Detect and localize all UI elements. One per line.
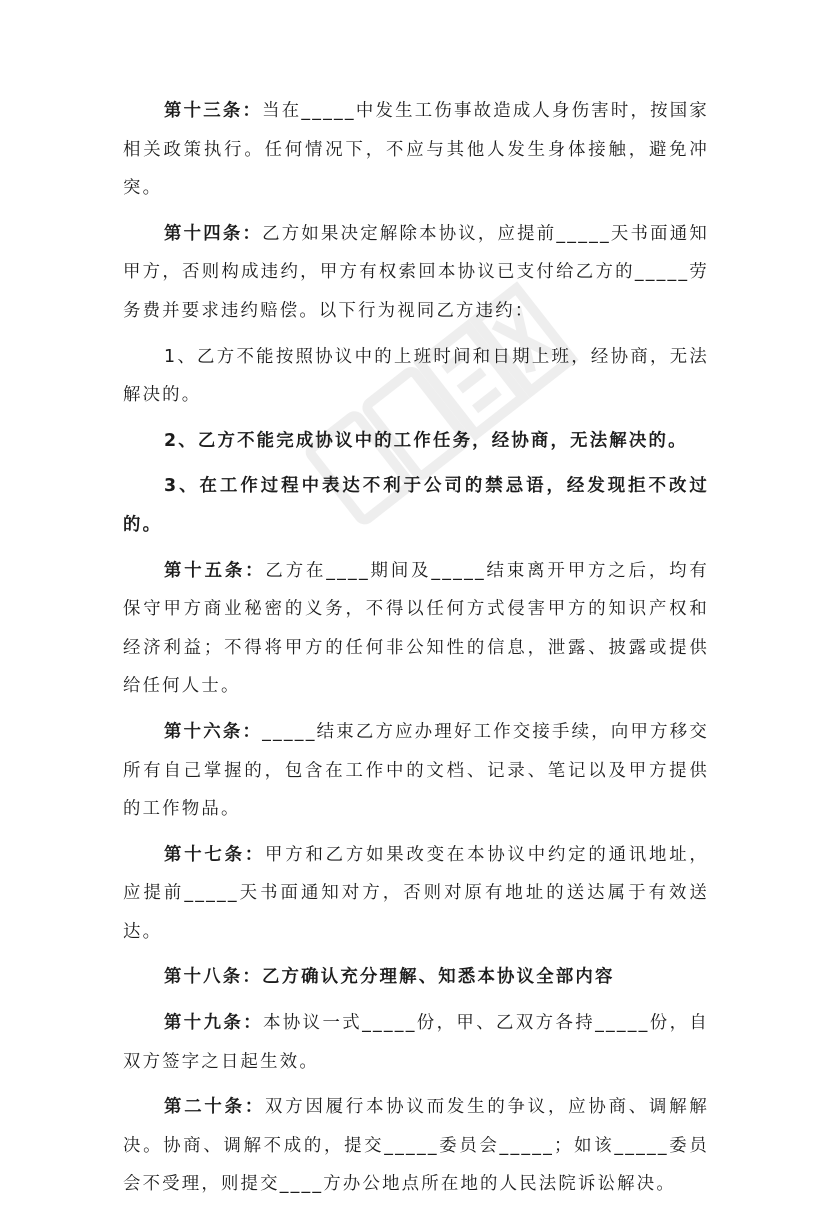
clause-label: 第十五条： bbox=[164, 560, 266, 581]
clause-text: 乙方如果决定解除本协议，应提前_____天书面通知甲方，否则构成违约，甲方有权索回本协议已支付给乙方的_____劳务费并要求违约赔偿。以下行为视同乙方违约： bbox=[123, 223, 709, 321]
clause-13 bbox=[123, 92, 709, 208]
clause-16 bbox=[123, 713, 709, 829]
clause-18 bbox=[123, 958, 709, 997]
clause-15 bbox=[123, 552, 709, 706]
clause-20 bbox=[123, 1088, 709, 1204]
clause-text: 甲方和乙方如果改变在本协议中约定的通讯地址，应提前_____天书面通知对方，否则对原有地址的送达属于有效送达。 bbox=[123, 844, 709, 942]
clause-text: 1、乙方不能按照协议中的上班时间和日期上班，经协商，无法解决的。 bbox=[123, 346, 709, 406]
clause-label: 第十三条： bbox=[164, 101, 263, 121]
clause-text: 2、乙方不能完成协议中的工作任务，经协商，无法解决的。 bbox=[164, 430, 688, 451]
clause-text: 当在_____中发生工伤事故造成人身伤害时，按国家相关政策执行。任何情况下，不应与其他人发生身体接触，避免冲突。 bbox=[123, 101, 709, 199]
violation-item-2 bbox=[123, 422, 709, 461]
violation-item-1 bbox=[123, 338, 709, 415]
clause-17 bbox=[123, 836, 709, 952]
clause-text: 乙方确认充分理解、知悉本协议全部内容 bbox=[261, 967, 615, 988]
clause-label: 第十八条： bbox=[164, 967, 262, 988]
clause-text: 乙方在____期间及_____结束离开甲方之后，均有保守甲方商业秘密的义务，不得以任何方式侵害甲方的知识产权和经济利益；不得将甲方的任何非公知性的信息，泄露、披露或提供给任何人士。 bbox=[123, 560, 709, 697]
document-body bbox=[123, 92, 709, 1211]
clause-19 bbox=[123, 1004, 709, 1081]
clause-label: 第十六条： bbox=[164, 721, 263, 742]
clause-text: 本协议一式_____份，甲、乙双方各持_____份，自双方签字之日起生效。 bbox=[123, 1013, 709, 1072]
clause-text: 双方因履行本协议而发生的争议，应协商、调解解决。协商、调解不成的，提交_____委员会_____；如该_____委员会不受理，则提交____方办公地点所在地的人民法院诉讼解决。 bbox=[123, 1097, 709, 1195]
clause-14 bbox=[123, 215, 709, 331]
clause-label: 第二十条： bbox=[164, 1097, 266, 1118]
clause-text: 3、在工作过程中表达不利于公司的禁忌语，经发现拒不改过的。 bbox=[123, 476, 709, 535]
clause-text: _____结束乙方应办理好工作交接手续，向甲方移交所有自己掌握的，包含在工作中的文档、记录、笔记以及甲方提供的工作物品。 bbox=[123, 721, 709, 820]
clause-label: 第十九条： bbox=[164, 1013, 264, 1034]
clause-label: 第十四条： bbox=[164, 223, 263, 244]
violation-item-3 bbox=[123, 467, 709, 544]
clause-label: 第十七条： bbox=[164, 844, 266, 865]
